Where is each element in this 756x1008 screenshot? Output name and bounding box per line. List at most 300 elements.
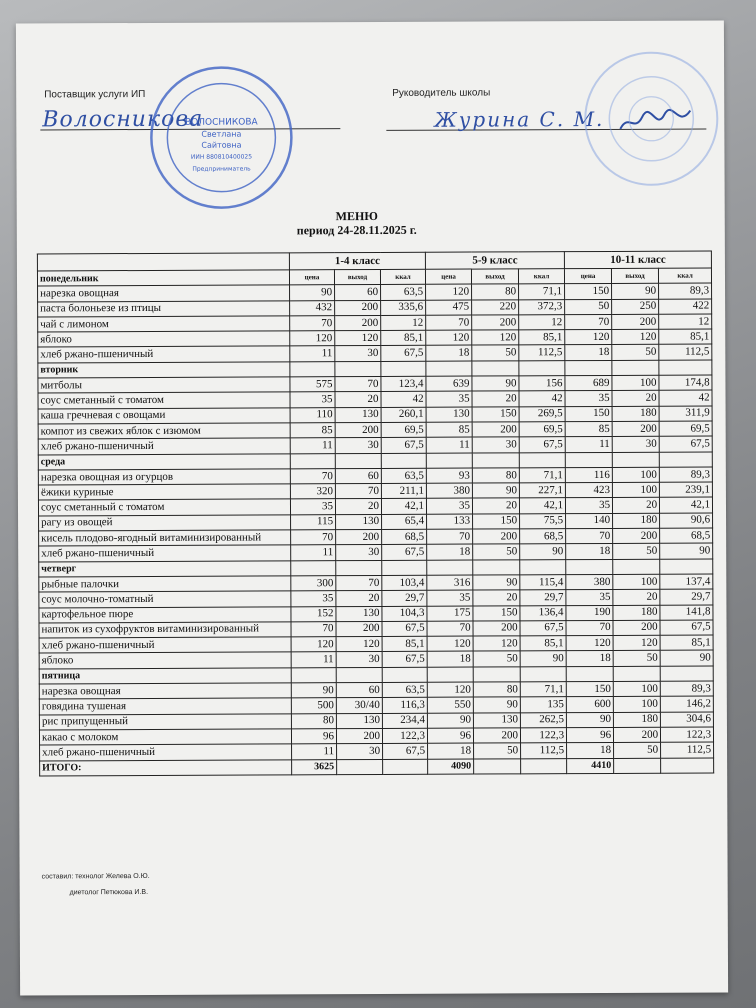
menu-value: 90 [473,575,520,591]
menu-value: 146,2 [660,696,713,712]
menu-value: 42 [519,391,565,406]
menu-value: 70 [335,377,381,392]
menu-value: 18 [427,651,473,666]
menu-value: 71,1 [519,284,565,299]
menu-value: 60 [336,682,382,697]
menu-value: 137,4 [660,574,713,590]
menu-value: 116 [565,467,612,483]
menu-value: 71,1 [520,682,566,697]
menu-value: 35 [426,391,472,406]
day-name: понедельник [37,270,289,286]
menu-value: 70 [565,314,612,330]
menu-value: 12 [659,314,712,330]
menu-value: 67,5 [382,621,427,636]
menu-value: 80 [472,284,519,300]
menu-value: 150 [473,514,520,530]
empty-cell [472,452,519,468]
column-subheader: цена [289,270,334,285]
empty-cell [613,666,660,682]
empty-cell [565,452,612,468]
menu-value: 11 [426,437,472,452]
menu-value: 122,3 [520,728,566,743]
header-blank-cell [37,253,289,271]
day-name: вторник [38,362,290,378]
menu-value: 180 [612,406,659,422]
column-subheader: ккал [518,269,564,284]
menu-value: 18 [566,544,613,560]
dish-name: какао с молоком [39,729,291,745]
menu-value: 67,5 [520,620,566,635]
menu-value: 80 [473,682,520,698]
menu-value: 200 [613,620,660,636]
menu-value: 575 [290,377,335,392]
empty-cell [291,667,336,682]
menu-value: 67,5 [382,545,427,560]
menu-value: 180 [613,712,660,728]
menu-value: 90 [473,697,520,713]
menu-value: 70 [566,528,613,544]
menu-value: 90 [520,651,566,666]
menu-value: 12 [381,315,426,330]
menu-value: 190 [566,605,613,621]
menu-value: 35 [566,590,613,606]
dish-name: паста болоньезе из птицы [38,300,290,316]
menu-value: 135 [520,697,566,712]
menu-value: 423 [565,483,612,499]
menu-value: 30 [472,437,519,453]
menu-value: 67,5 [382,652,427,667]
menu-value: 67,5 [519,437,565,452]
empty-cell [566,559,613,575]
menu-value: 90 [472,376,519,392]
menu-value: 200 [335,422,381,437]
menu-value: 68,5 [520,529,566,544]
empty-cell [660,666,713,682]
menu-value: 63,5 [382,682,427,697]
total-value [521,758,567,773]
menu-value: 90 [566,712,613,728]
menu-value: 63,5 [381,285,426,300]
menu-value: 200 [614,727,661,743]
empty-cell [566,666,613,682]
menu-value: 42 [659,390,712,406]
menu-value: 200 [336,530,382,545]
dish-name: каша гречневая с овощами [38,408,290,424]
menu-value: 150 [472,407,519,423]
column-subheader: выход [612,268,659,284]
stamp-line3: Сайтовна [201,140,242,150]
menu-value: 90 [472,483,519,499]
menu-value: 90 [520,544,566,559]
menu-value: 30 [612,437,659,453]
menu-value: 30 [335,438,381,453]
dish-name: хлеб ржано-пшеничный [39,637,291,653]
menu-value: 85 [426,422,472,437]
menu-value: 90 [660,650,713,666]
menu-value: 122,3 [382,728,427,743]
footer-dietitian: диетолог Петюкова И.В. [69,888,149,897]
menu-value: 227,1 [519,483,565,498]
menu-value: 60 [335,285,381,300]
menu-value: 150 [565,406,612,422]
menu-value: 120 [336,637,382,652]
empty-cell [520,559,566,574]
menu-period: период 24-28.11.2025 г. [296,222,417,238]
menu-value: 120 [427,682,473,697]
menu-value: 50 [473,651,520,667]
menu-value: 85,1 [382,636,427,651]
menu-value: 380 [566,574,613,590]
empty-cell [335,361,381,376]
menu-value: 100 [613,697,660,713]
menu-value: 200 [612,421,659,437]
dish-name: говядина тушеная [39,698,291,714]
menu-value: 18 [565,345,612,361]
menu-value: 42,1 [381,499,426,514]
empty-cell [290,453,335,468]
menu-value: 335,6 [381,300,426,315]
menu-value: 152 [291,606,336,621]
menu-value: 100 [613,574,660,590]
menu-value: 96 [427,728,473,743]
menu-value: 96 [291,729,336,744]
menu-value: 29,7 [382,590,427,605]
menu-value: 11 [565,437,612,453]
supplier-signature: Волосникова [42,106,204,133]
menu-value: 50 [472,345,519,361]
menu-value: 174,8 [659,375,712,391]
menu-value: 140 [566,513,613,529]
menu-value: 115,4 [520,575,566,590]
empty-cell [426,361,472,376]
menu-value: 211,1 [381,483,426,498]
menu-value: 18 [427,544,473,559]
menu-value: 85 [290,423,335,438]
menu-value: 220 [472,299,519,315]
menu-value: 11 [290,346,335,361]
menu-value: 120 [566,636,613,652]
menu-value: 200 [472,315,519,331]
menu-value: 122,3 [661,727,714,743]
menu-value: 67,5 [381,346,426,361]
menu-value: 600 [566,697,613,713]
day-name: четверг [39,560,291,576]
menu-value: 130 [336,606,382,621]
menu-value: 639 [426,376,472,391]
menu-value: 120 [426,284,472,299]
menu-value: 50 [614,742,661,758]
menu-value: 35 [290,499,335,514]
empty-cell [659,360,712,376]
menu-value: 50 [565,299,612,315]
menu-value: 475 [426,300,472,315]
empty-cell [427,560,473,575]
menu-value: 120 [565,330,612,346]
menu-value: 30/40 [336,698,382,713]
menu-value: 20 [473,590,520,606]
footer-technologist: составил: технолог Желева О.Ю. [41,872,150,881]
dish-name: хлеб ржано-пшеничный [38,346,290,362]
menu-value: 156 [519,376,565,391]
page-title: МЕНЮ [335,208,378,224]
menu-value: 120 [335,331,381,346]
menu-value: 93 [426,468,472,483]
menu-value: 69,5 [381,422,426,437]
menu-value: 20 [335,392,381,407]
column-subheader: выход [471,269,518,285]
empty-cell [519,452,565,467]
menu-value: 200 [335,300,381,315]
menu-document [16,20,728,995]
menu-value: 12 [519,315,565,330]
total-value [383,759,428,774]
menu-table [37,251,714,777]
day-name: среда [38,453,290,469]
empty-cell [612,452,659,468]
menu-value: 70 [427,621,473,636]
total-value: 4090 [428,759,474,774]
empty-cell [336,560,382,575]
menu-value: 30 [336,545,382,560]
menu-value: 130 [335,407,381,422]
menu-value: 432 [290,300,335,315]
stamp-name: ВОЛОСНИКОВА [184,117,258,128]
menu-value: 68,5 [660,528,713,544]
menu-value: 20 [472,498,519,514]
menu-value: 70 [335,484,381,499]
empty-cell [660,559,713,575]
menu-value: 35 [566,498,613,514]
menu-value: 200 [473,728,520,744]
empty-cell [612,360,659,376]
menu-value: 20 [613,589,660,605]
supplier-stamp [146,62,297,213]
menu-value: 90 [612,284,659,300]
dish-name: картофельное пюре [39,606,291,622]
menu-value: 42 [381,392,426,407]
menu-value: 141,8 [660,605,713,621]
menu-value: 320 [290,484,335,499]
stamp-iin: ИИН 880810400025 [190,153,253,161]
menu-value: 100 [612,375,659,391]
total-label: ИТОГО: [40,759,292,775]
menu-value: 90 [291,683,336,698]
class-group-header: 10-11 класс [564,251,711,269]
menu-value: 20 [335,499,381,514]
total-value [474,758,521,774]
menu-value: 422 [659,299,712,315]
menu-value: 67,5 [383,743,428,758]
menu-value: 70 [336,575,382,590]
menu-value: 234,4 [382,713,427,728]
menu-value: 200 [473,621,520,637]
dish-name: соус сметанный с томатом [38,499,290,515]
menu-value: 29,7 [660,589,713,605]
column-subheader: ккал [380,269,425,284]
empty-cell [335,453,381,468]
menu-value: 136,4 [520,605,566,620]
menu-value: 20 [336,591,382,606]
empty-cell [382,560,427,575]
class-group-header: 5-9 класс [425,252,564,270]
menu-value: 90 [290,285,335,300]
menu-value: 35 [427,590,473,605]
menu-value: 200 [335,315,381,330]
menu-value: 50 [473,544,520,560]
menu-value: 115 [291,514,336,529]
dish-name: нарезка овощная [38,285,290,301]
menu-value: 100 [613,681,660,697]
dish-name: нарезка овощная из огурцов [38,469,290,485]
menu-value: 311,9 [659,406,712,422]
menu-value: 500 [291,698,336,713]
menu-value: 130 [426,407,472,422]
dish-name: яблоко [38,331,290,347]
menu-value: 200 [473,529,520,545]
menu-value: 130 [336,514,382,529]
menu-value: 90 [427,713,473,728]
dish-name: рис припущенный [39,713,291,729]
menu-value: 42,1 [660,497,713,513]
menu-value: 35 [290,392,335,407]
menu-value: 180 [613,605,660,621]
director-signature: Журина С. М. [434,106,605,132]
menu-value: 120 [612,329,659,345]
menu-value: 100 [612,482,659,498]
menu-value: 70 [427,529,473,544]
empty-cell [381,453,426,468]
empty-cell [613,559,660,575]
menu-value: 29,7 [520,590,566,605]
menu-value: 75,5 [520,513,566,528]
menu-value: 89,3 [659,467,712,483]
menu-value: 50 [613,544,660,560]
menu-value: 85,1 [519,330,565,345]
menu-value: 150 [473,605,520,621]
dish-name: соус сметанный с томатом [38,392,290,408]
menu-value: 130 [336,713,382,728]
menu-value: 63,5 [381,468,426,483]
empty-cell [427,667,473,682]
menu-value: 300 [291,576,336,591]
school-stamp [581,48,722,189]
menu-value: 262,5 [520,712,566,727]
menu-value: 70 [566,620,613,636]
menu-value: 18 [426,346,472,361]
menu-value: 120 [290,331,335,346]
menu-value: 112,5 [659,344,712,360]
menu-value: 67,5 [381,438,426,453]
menu-value: 372,3 [519,299,565,314]
total-row [40,758,714,776]
menu-value: 70 [290,469,335,484]
menu-value: 69,5 [519,422,565,437]
menu-value: 89,3 [660,681,713,697]
menu-value: 250 [612,299,659,315]
menu-value: 60 [335,468,381,483]
column-subheader: выход [334,269,380,284]
menu-value: 304,6 [660,712,713,728]
menu-value: 50 [613,651,660,667]
menu-value: 20 [613,498,660,514]
dish-name: соус молочно-томатный [39,591,291,607]
empty-cell [472,361,519,377]
dish-name: хлеб ржано-пшеничный [39,545,291,561]
menu-value: 85,1 [381,330,426,345]
menu-value: 11 [292,744,337,759]
dish-name: ёжики куриные [38,484,290,500]
menu-value: 70 [290,316,335,331]
menu-value: 380 [426,483,472,498]
column-subheader: цена [565,268,612,284]
menu-value: 85,1 [520,636,566,651]
menu-value: 96 [567,727,614,743]
menu-value: 69,5 [659,421,712,437]
menu-value: 35 [291,591,336,606]
menu-value: 200 [336,621,382,636]
dish-name: нарезка овощная [39,683,291,699]
menu-value: 85,1 [660,635,713,651]
menu-value: 85,1 [659,329,712,345]
column-subheader: цена [425,269,471,284]
menu-value: 689 [565,376,612,392]
menu-value: 30 [336,652,382,667]
menu-value: 123,4 [381,376,426,391]
menu-value: 112,5 [661,742,714,758]
menu-value: 11 [291,652,336,667]
menu-value: 70 [291,530,336,545]
menu-value: 103,4 [382,575,427,590]
menu-value: 104,3 [382,606,427,621]
menu-value: 90,6 [660,513,713,529]
menu-value: 100 [612,467,659,483]
empty-cell [565,360,612,376]
menu-value: 20 [612,391,659,407]
menu-value: 67,5 [660,620,713,636]
menu-value: 11 [291,545,336,560]
stamp-subname: Светлана [201,129,242,139]
menu-value: 11 [290,438,335,453]
menu-value: 150 [565,284,612,300]
menu-value: 90 [660,543,713,559]
empty-cell [381,361,426,376]
dish-name: чай с лимоном [38,316,290,332]
menu-value: 42,1 [519,498,565,513]
menu-value: 18 [428,743,474,758]
menu-value: 180 [613,513,660,529]
dish-name: рыбные палочки [39,576,291,592]
menu-value: 89,3 [659,283,712,299]
empty-cell [519,360,565,375]
menu-value: 50 [612,345,659,361]
menu-value: 239,1 [659,482,712,498]
menu-value: 120 [291,637,336,652]
dish-name: хлеб ржано-пшеничный [38,438,290,454]
empty-cell [473,559,520,575]
menu-value: 68,5 [382,529,427,544]
day-name: пятница [39,668,291,684]
menu-value: 35 [565,391,612,407]
menu-value: 130 [473,712,520,728]
menu-value: 120 [426,330,472,345]
total-value: 4410 [567,758,614,774]
menu-value: 200 [613,528,660,544]
empty-cell [290,361,335,376]
menu-value: 80 [472,468,519,484]
empty-cell [426,453,472,468]
dish-name: хлеб ржано-пшеничный [40,744,292,760]
class-group-header: 1-4 класс [289,252,425,270]
